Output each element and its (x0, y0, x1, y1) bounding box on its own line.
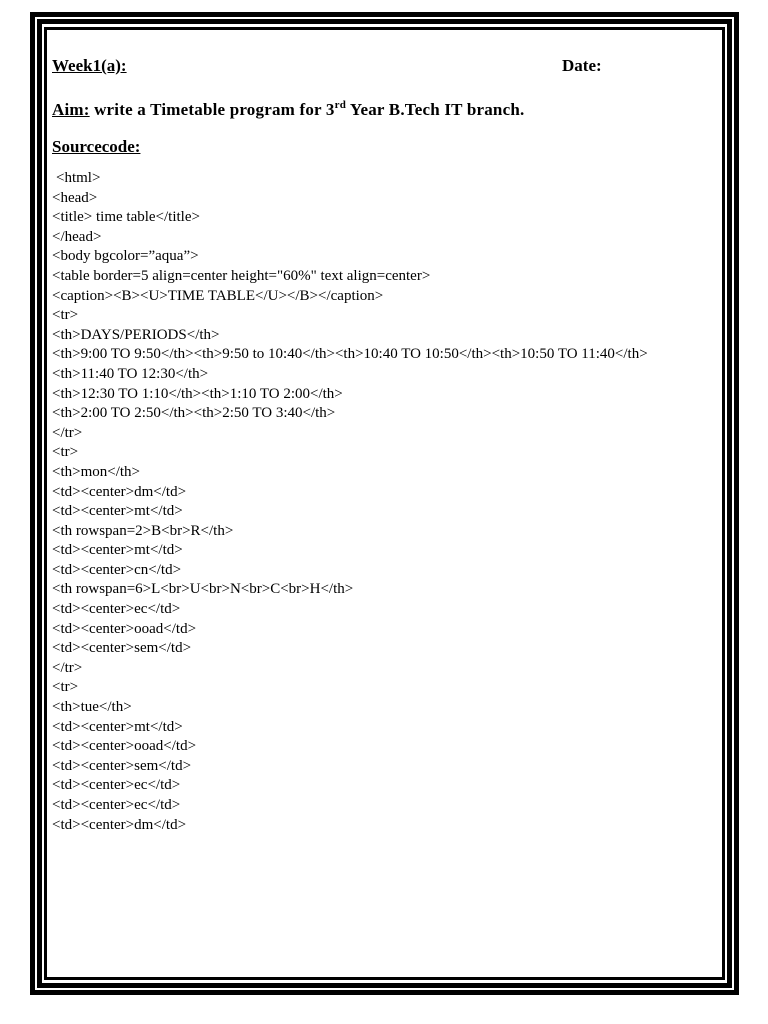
code-line: </head> (52, 228, 102, 245)
code-line: <th>12:30 TO 1:10</th><th>1:10 TO 2:00</th> (52, 385, 343, 402)
code-line: <tr> (52, 444, 79, 461)
code-line: <th>DAYS/PERIODS</th> (52, 326, 220, 343)
code-line: <th>tue</th> (52, 699, 132, 716)
code-line: <th>mon</th> (52, 463, 141, 480)
code-line: <td><center>ooad</td> (52, 738, 197, 755)
aim-label: Aim: (52, 100, 90, 119)
code-line: <title> time table</title> (52, 209, 200, 226)
code-line: <td><center>ec</td> (52, 797, 181, 813)
code-line: <html> (56, 170, 101, 186)
code-line: <td><center>mt</td> (52, 542, 183, 559)
code-block (52, 169, 712, 835)
aim-superscript: rd (334, 99, 347, 111)
aim-text-after: Year B.Tech IT branch. (346, 100, 525, 119)
code-line: <tr> (52, 679, 79, 696)
code-line: <th>2:00 TO 2:50</th><th>2:50 TO 3:40</th> (52, 405, 336, 422)
code-line: <th rowspan=2>B<br>R</th> (52, 522, 234, 539)
code-line: <table border=5 align=center height="60%" text align=center> (52, 267, 431, 284)
document-content (52, 56, 712, 835)
code-line: <body bgcolor=”aqua”> (52, 248, 199, 265)
aim-row (52, 100, 712, 120)
code-line: <td><center>cn</td> (52, 561, 182, 578)
code-line: <td><center>mt</td> (52, 503, 183, 520)
code-line: <td><center>ooad</td> (52, 620, 197, 637)
sourcecode-label: Sourcecode: (52, 137, 141, 156)
aim-text (90, 100, 525, 119)
date-label: Date: (562, 56, 602, 75)
code-line: </tr> (52, 659, 83, 676)
code-line: <td><center>dm</td> (52, 483, 187, 500)
code-line: <tr> (52, 307, 79, 324)
code-line: <td><center>ec</td> (52, 777, 181, 794)
week-label: Week1(a): (52, 56, 127, 75)
code-line: <td><center>sem</td> (52, 640, 192, 657)
code-line: <td><center>dm</td> (52, 816, 187, 833)
code-line: <caption><B><U>TIME TABLE</U></B></caption> (52, 287, 384, 304)
code-line: </tr> (52, 424, 83, 441)
aim-text-before: write a Timetable program for 3 (89, 100, 335, 119)
code-line: <th>9:00 TO 9:50</th><th>9:50 to 10:40</th><th>10:40 TO 10:50</th><th>10:50 TO 11:40</th><th>11:40 TO 12:30</th> (52, 346, 648, 382)
code-line: <td><center>mt</td> (52, 718, 183, 735)
code-line: <head> (52, 189, 98, 206)
code-line: <td><center>sem</td> (52, 757, 192, 774)
code-line: <td><center>ec</td> (52, 601, 181, 618)
code-line: <th rowspan=6>L<br>U<br>N<br>C<br>H</th> (52, 581, 354, 598)
header-row (52, 56, 712, 80)
